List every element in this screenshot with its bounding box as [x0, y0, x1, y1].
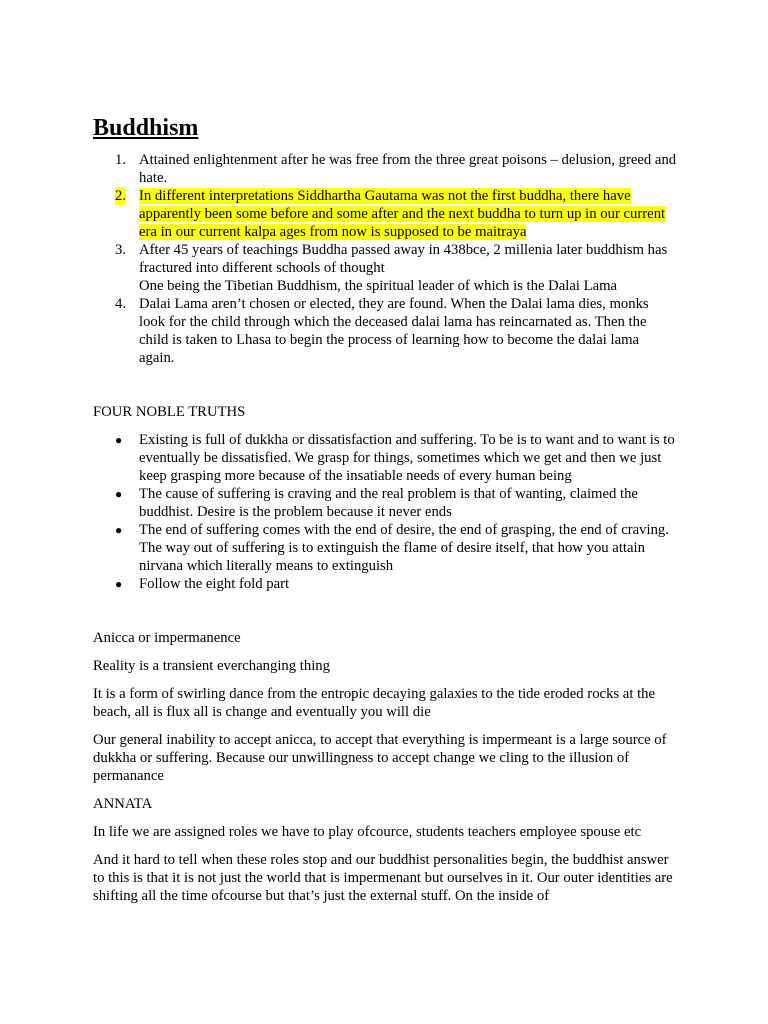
- numbered-list-item-highlighted: [93, 187, 678, 241]
- list-number: 4.: [115, 296, 127, 312]
- list-number: 2.: [115, 188, 127, 204]
- bullet-list-item: [93, 575, 678, 593]
- numbered-list-item: [93, 295, 678, 367]
- body-paragraph: Reality is a transient everchanging thing: [93, 658, 330, 674]
- bullet-list-item: [93, 521, 678, 575]
- list-number: 3.: [115, 242, 127, 258]
- list-item-text-highlighted: In different interpretations Siddhartha Gautama was not the first buddha, there have apparently been some before and some after and the next buddha to turn up in our current era in our current kalpa ages from now is supposed to be maitraya: [139, 188, 666, 240]
- bullet-list-item: [93, 431, 678, 485]
- list-item-text: After 45 years of teachings Buddha passed away in 438bce, 2 millenia later buddhism has fractured into different schools of thought: [139, 242, 668, 276]
- bullet-item-text: Existing is full of dukkha or dissatisfaction and suffering. To be is to want and to want is to eventually be dissatisfied. We grasp for things, sometimes which we get and then we just keep grasping more because of the insatiable needs of every human being: [139, 432, 675, 484]
- document-title: Buddhism: [93, 115, 199, 141]
- annata-heading: ANNATA: [93, 796, 153, 812]
- body-paragraph: Our general inability to accept anicca, to accept that everything is impermeant is a large source of dukkha or suffering. Because our unwillingness to accept change we cling to the illusion of permanance: [93, 732, 667, 784]
- bullet-list: [93, 431, 678, 593]
- body-paragraph: And it hard to tell when these roles stop and our buddhist personalities begin, the buddhist answer to this is that it is not just the world that is impermenant but ourselves in it. Our outer identities are shifting all the time ofcourse but that’s just the external stuff. On the inside of: [93, 852, 673, 904]
- list-item-text: Dalai Lama aren’t chosen or elected, they are found. When the Dalai lama dies, monks look for the child through which the deceased dalai lama has reincarnated as. Then the child is taken to Lhasa to begin the process of learning how to become the dalai lama again.: [139, 296, 649, 366]
- body-paragraph: In life we are assigned roles we have to play ofcource, students teachers employee spouse etc: [93, 824, 642, 840]
- numbered-list-item: [93, 241, 678, 295]
- bullet-icon: ●: [115, 577, 123, 591]
- bullet-item-text: Follow the eight fold part: [139, 576, 290, 592]
- bullet-list-item: [93, 485, 678, 521]
- bullet-item-text: The end of suffering comes with the end of desire, the end of grasping, the end of craving. The way out of suffering is to extinguish the flame of desire itself, that how you attain nirvana which literally means to extinguish: [139, 522, 669, 574]
- bullet-icon: ●: [115, 523, 123, 537]
- document-page: [93, 113, 678, 915]
- list-number: 1.: [115, 152, 127, 168]
- numbered-list-item: [93, 151, 678, 187]
- four-noble-truths-heading: FOUR NOBLE TRUTHS: [93, 404, 246, 420]
- body-paragraph: It is a form of swirling dance from the entropic decaying galaxies to the tide eroded rocks at the beach, all is flux all is change and eventually you will die: [93, 686, 656, 720]
- list-item-text: Attained enlightenment after he was free from the three great poisons – delusion, greed and hate.: [139, 152, 677, 186]
- list-item-text-continuation: One being the Tibetian Buddhism, the spiritual leader of which is the Dalai Lama: [139, 278, 618, 294]
- bullet-icon: ●: [115, 433, 123, 447]
- bullet-item-text: The cause of suffering is craving and the real problem is that of wanting, claimed the buddhist. Desire is the problem because it never ends: [139, 486, 638, 520]
- anicca-heading: Anicca or impermanence: [93, 630, 241, 646]
- bullet-icon: ●: [115, 487, 123, 501]
- body-paragraphs: [93, 629, 678, 905]
- numbered-list: [93, 151, 678, 367]
